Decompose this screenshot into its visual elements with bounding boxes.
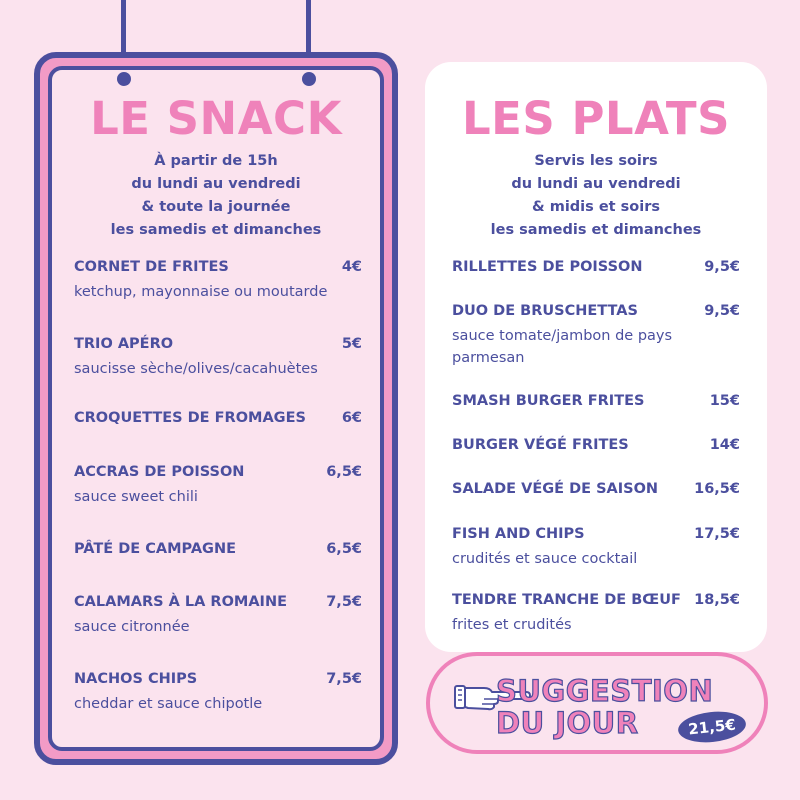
plats-title: LES PLATS [461,92,731,145]
hanging-peg-left [117,72,131,86]
plats-subtitle [425,150,767,242]
item-name: SALADE VÉGÉ DE SAISON [452,481,659,497]
item-name: TENDRE TRANCHE DE BŒUF [452,592,681,608]
hanging-peg-right [302,72,316,86]
item-description: cheddar et sauce chipotle [74,696,263,712]
item-price: 14€ [709,437,740,453]
item-description: crudités et sauce cocktail [452,551,638,567]
item-name: CALAMARS À LA ROMAINE [74,594,287,610]
item-price: 16,5€ [694,481,740,497]
item-name: TRIO APÉRO [74,336,174,352]
item-description: frites et crudités [452,617,572,633]
item-description: ketchup, mayonnaise ou moutarde [74,284,328,300]
snack-title: LE SNACK [90,92,342,145]
item-description: sauce tomate/jambon de pays [452,328,673,344]
item-description: sauce sweet chili [74,489,198,505]
snack-subtitle-line: les samedis et dimanches [110,222,322,238]
item-price: 6€ [341,410,362,426]
item-price: 9,5€ [704,303,740,319]
item-name: CROQUETTES DE FROMAGES [74,410,306,426]
suggestion-price-badge: 21,5€ [677,709,748,746]
item-price: 7,5€ [326,594,362,610]
item-price: 17,5€ [694,526,740,542]
item-price: 18,5€ [694,592,740,608]
item-price: 9,5€ [704,259,740,275]
snack-subtitle [34,150,398,242]
plats-subtitle-line: & midis et soirs [532,199,660,215]
suggestion-du-jour-banner [426,652,768,754]
item-price: 15€ [709,393,740,409]
plats-subtitle-line: Servis les soirs [534,153,658,169]
item-name: FISH AND CHIPS [452,526,585,542]
item-price: 4€ [341,259,362,275]
item-price: 7,5€ [326,671,362,687]
item-name: ACCRAS DE POISSON [74,464,245,480]
item-name: NACHOS CHIPS [74,671,198,687]
suggestion-title-line1: SUGGESTION [496,674,714,708]
plats-subtitle-line: du lundi au vendredi [511,176,681,192]
item-name: PÂTÉ DE CAMPAGNE [74,541,236,557]
item-description: sauce citronnée [74,619,190,635]
item-description: parmesan [452,350,525,366]
item-name: SMASH BURGER FRITES [452,393,645,409]
item-price: 6,5€ [326,464,362,480]
item-price: 5€ [341,336,362,352]
item-name: RILLETTES DE POISSON [452,259,643,275]
item-name: DUO DE BRUSCHETTAS [452,303,638,319]
item-name: BURGER VÉGÉ FRITES [452,437,629,453]
item-price: 6,5€ [326,541,362,557]
snack-subtitle-line: À partir de 15h [154,153,278,169]
suggestion-title-line2: DU JOUR [496,706,639,740]
plats-subtitle-line: les samedis et dimanches [490,222,702,238]
snack-subtitle-line: & toute la journée [141,199,291,215]
item-name: CORNET DE FRITES [74,259,229,275]
snack-subtitle-line: du lundi au vendredi [131,176,301,192]
item-description: saucisse sèche/olives/cacahuètes [74,361,318,377]
